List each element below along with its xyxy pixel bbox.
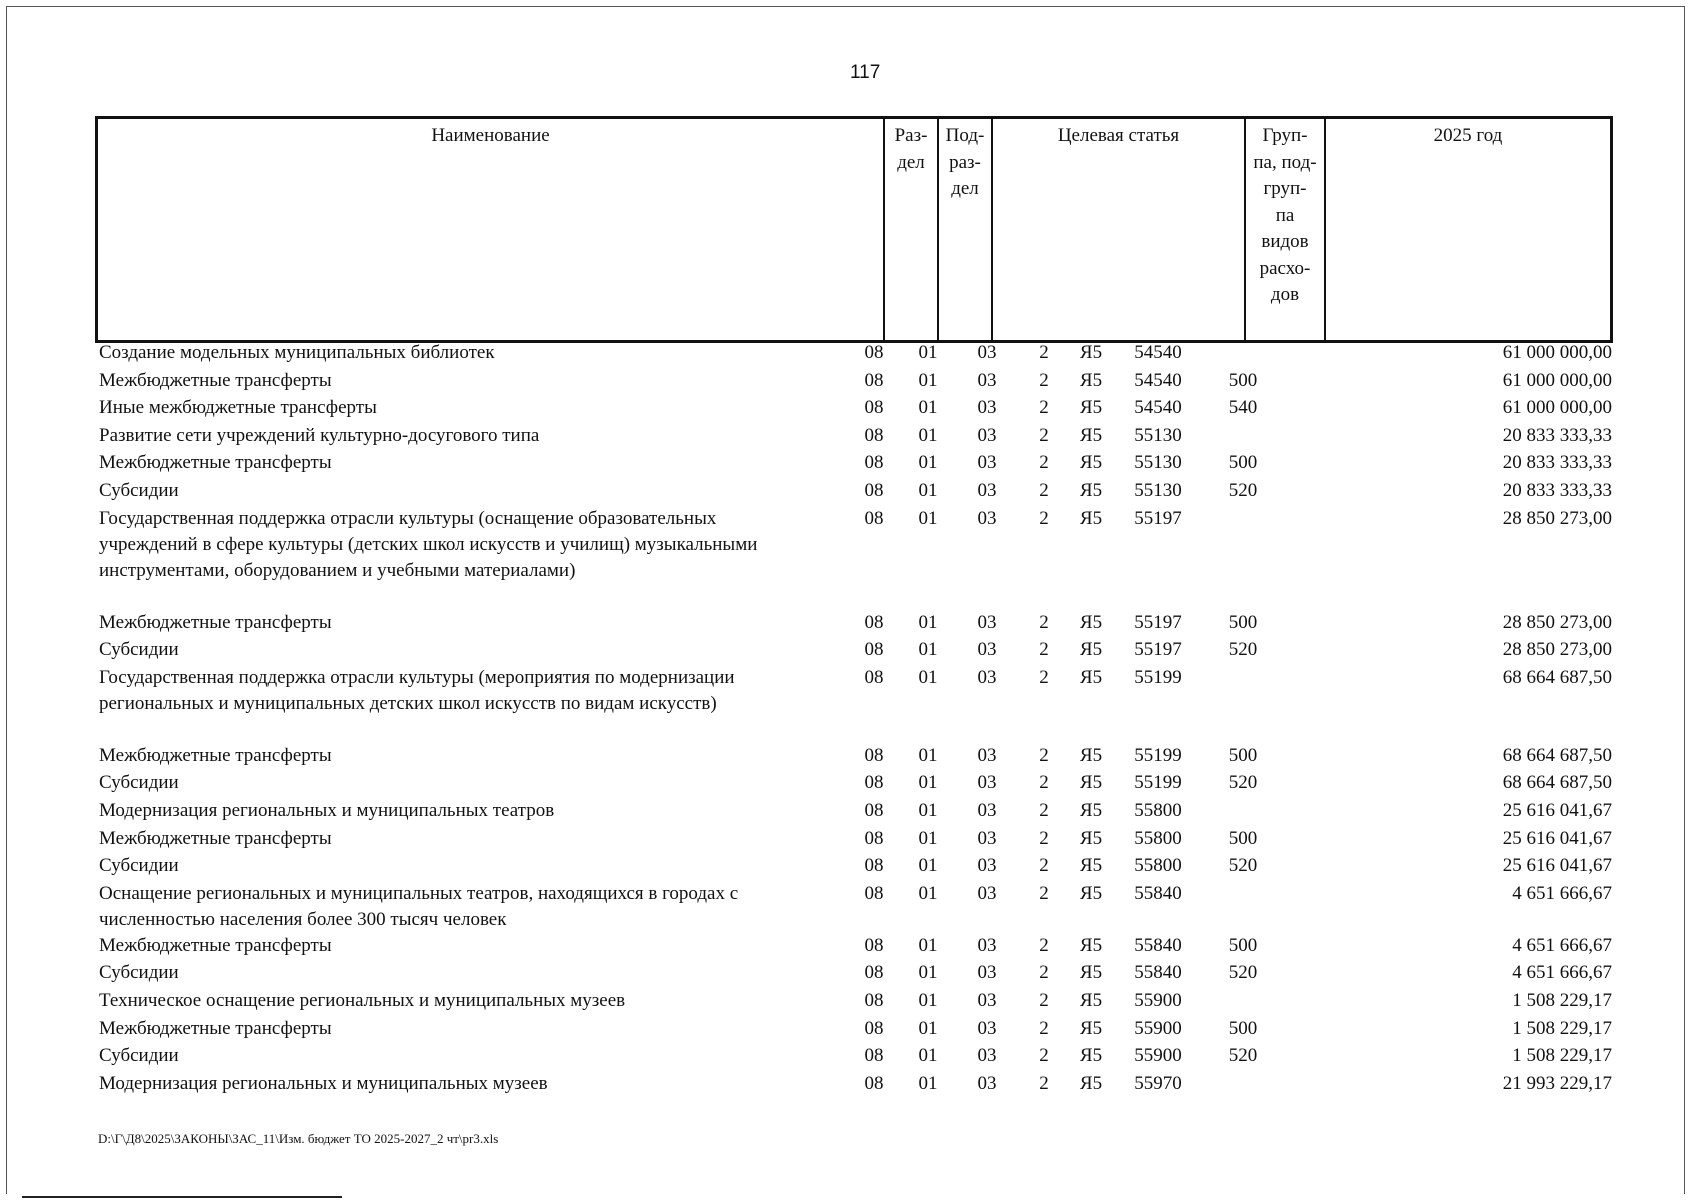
row-target-code: 55199	[1134, 744, 1182, 766]
row-amount: 20 833 333,33	[1502, 424, 1612, 446]
table-row	[99, 826, 1614, 854]
row-target-project: Я5	[1079, 397, 1103, 419]
row-section: 08	[864, 452, 884, 474]
row-target-program: 03	[977, 799, 997, 821]
row-subsection: 01	[918, 397, 938, 419]
row-target-subprogram: 2	[1039, 342, 1049, 363]
row-target-program: 03	[977, 827, 997, 849]
row-section: 08	[864, 962, 884, 984]
row-target-subprogram: 2	[1039, 962, 1049, 984]
row-target-code: 54540	[1134, 397, 1182, 419]
table-row	[99, 423, 1614, 451]
row-subsection: 01	[918, 882, 938, 904]
table-header	[95, 116, 1613, 343]
row-amount: 25 616 041,67	[1502, 855, 1612, 877]
row-target-subprogram: 2	[1039, 744, 1049, 766]
row-section: 08	[864, 744, 884, 766]
row-amount: 1 508 229,17	[1512, 1017, 1612, 1039]
row-section: 08	[864, 1017, 884, 1039]
row-expense-group: 500	[1228, 611, 1258, 633]
row-expense-group	[1203, 665, 1283, 717]
row-target-project: Я5	[1079, 666, 1103, 688]
row-expense-group	[1203, 988, 1283, 1016]
row-target-program: 03	[977, 1017, 997, 1039]
row-target-subprogram: 2	[1039, 989, 1049, 1011]
table-row	[99, 610, 1614, 638]
table-row	[99, 340, 1614, 368]
row-amount: 28 850 273,00	[1502, 611, 1612, 633]
header-section: Раз- дел	[885, 119, 939, 340]
table-body	[99, 340, 1614, 1098]
row-amount: 28 850 273,00	[1502, 507, 1612, 529]
row-name: Оснащение региональных и муниципальных театров, находящихся в городах с численностью населения более 300 тысяч человек	[99, 882, 739, 930]
row-section: 08	[864, 989, 884, 1011]
row-name: Модернизация региональных и муниципальных театров	[99, 799, 555, 821]
row-expense-group: 500	[1228, 369, 1258, 391]
row-amount: 61 000 000,00	[1502, 342, 1612, 363]
row-target-subprogram: 2	[1039, 507, 1049, 529]
row-section: 08	[864, 639, 884, 661]
header-name: Наименование	[98, 119, 885, 340]
row-target-code: 55970	[1134, 1072, 1182, 1094]
row-target-project: Я5	[1079, 342, 1103, 363]
row-target-program: 03	[977, 962, 997, 984]
row-target-subprogram: 2	[1039, 1045, 1049, 1067]
header-target-article: Целевая статья	[993, 119, 1246, 340]
row-target-project: Я5	[1079, 1017, 1103, 1039]
row-amount: 4 651 666,67	[1512, 882, 1612, 904]
row-target-project: Я5	[1079, 424, 1103, 446]
row-target-subprogram: 2	[1039, 827, 1049, 849]
row-target-program: 03	[977, 639, 997, 661]
row-subsection: 01	[918, 1045, 938, 1067]
row-target-program: 03	[977, 1072, 997, 1094]
row-amount: 68 664 687,50	[1502, 772, 1612, 794]
row-amount: 1 508 229,17	[1512, 1045, 1612, 1067]
row-target-subprogram: 2	[1039, 369, 1049, 391]
row-subsection: 01	[918, 424, 938, 446]
row-section: 08	[864, 424, 884, 446]
row-target-subprogram: 2	[1039, 799, 1049, 821]
row-target-code: 55199	[1134, 666, 1182, 688]
table-row	[99, 637, 1614, 665]
row-target-subprogram: 2	[1039, 772, 1049, 794]
row-target-program: 03	[977, 611, 997, 633]
table-row	[99, 450, 1614, 478]
row-name: Межбюджетные трансферты	[99, 611, 332, 633]
row-name: Развитие сети учреждений культурно-досугового типа	[99, 424, 540, 446]
table-row	[99, 853, 1614, 881]
row-target-code: 55800	[1134, 855, 1182, 877]
row-target-program: 03	[977, 452, 997, 474]
row-expense-group: 500	[1228, 1017, 1258, 1039]
header-subsection: Под- раз- дел	[939, 119, 993, 340]
row-amount: 25 616 041,67	[1502, 799, 1612, 821]
row-target-project: Я5	[1079, 962, 1103, 984]
row-target-project: Я5	[1079, 989, 1103, 1011]
row-target-program: 03	[977, 666, 997, 688]
row-target-program: 03	[977, 424, 997, 446]
row-subsection: 01	[918, 342, 938, 363]
row-name: Межбюджетные трансферты	[99, 934, 332, 956]
row-target-code: 55197	[1134, 639, 1182, 661]
row-name: Субсидии	[99, 479, 179, 501]
row-target-subprogram: 2	[1039, 479, 1049, 501]
row-target-code: 55130	[1134, 479, 1182, 501]
row-target-program: 03	[977, 744, 997, 766]
row-target-project: Я5	[1079, 369, 1103, 391]
row-section: 08	[864, 827, 884, 849]
row-subsection: 01	[918, 1072, 938, 1094]
table-row	[99, 770, 1614, 798]
row-expense-group	[1203, 881, 1283, 933]
row-target-code: 55800	[1134, 827, 1182, 849]
row-expense-group: 540	[1228, 397, 1258, 419]
table-row	[99, 798, 1614, 826]
row-subsection: 01	[918, 989, 938, 1011]
row-amount: 68 664 687,50	[1502, 744, 1612, 766]
row-section: 08	[864, 342, 884, 363]
table-row	[99, 665, 1614, 717]
footer-file-path: D:\Г\Д8\2025\ЗАКОНЫ\ЗАС_11\Изм. бюджет ТО 2025-2027_2 чт\pr3.xls	[98, 1131, 499, 1146]
row-target-code: 55840	[1134, 882, 1182, 904]
row-subsection: 01	[918, 666, 938, 688]
row-section: 08	[864, 397, 884, 419]
table-row	[99, 1071, 1614, 1099]
row-subsection: 01	[918, 934, 938, 956]
row-name: Государственная поддержка отрасли культуры (мероприятия по модернизации региональных и муниципальных детских школ искусств по видам искусств)	[99, 666, 735, 714]
row-expense-group	[1203, 340, 1283, 368]
row-subsection: 01	[918, 507, 938, 529]
row-section: 08	[864, 1072, 884, 1094]
table-row	[99, 933, 1614, 961]
row-expense-group	[1203, 1071, 1283, 1099]
row-expense-group	[1203, 798, 1283, 826]
row-expense-group: 500	[1228, 934, 1258, 956]
row-section: 08	[864, 611, 884, 633]
row-subsection: 01	[918, 479, 938, 501]
row-target-program: 03	[977, 342, 997, 363]
row-target-code: 55900	[1134, 989, 1182, 1011]
row-target-program: 03	[977, 507, 997, 529]
row-target-project: Я5	[1079, 611, 1103, 633]
row-target-subprogram: 2	[1039, 452, 1049, 474]
table-row	[99, 881, 1614, 933]
row-amount: 61 000 000,00	[1502, 369, 1612, 391]
row-expense-group	[1203, 423, 1283, 451]
scan-edge-line	[22, 1196, 342, 1198]
row-target-project: Я5	[1079, 772, 1103, 794]
row-subsection: 01	[918, 827, 938, 849]
row-section: 08	[864, 799, 884, 821]
row-target-program: 03	[977, 397, 997, 419]
row-target-project: Я5	[1079, 827, 1103, 849]
row-name: Субсидии	[99, 962, 179, 984]
row-target-code: 55840	[1134, 962, 1182, 984]
row-expense-group	[1203, 506, 1283, 584]
row-target-code: 55840	[1134, 934, 1182, 956]
row-target-code: 55199	[1134, 772, 1182, 794]
row-subsection: 01	[918, 369, 938, 391]
row-subsection: 01	[918, 611, 938, 633]
row-target-project: Я5	[1079, 934, 1103, 956]
row-expense-group: 500	[1228, 452, 1258, 474]
row-target-program: 03	[977, 772, 997, 794]
page-number: 117	[850, 62, 881, 83]
row-name: Межбюджетные трансферты	[99, 744, 332, 766]
row-subsection: 01	[918, 1017, 938, 1039]
row-name: Межбюджетные трансферты	[99, 369, 332, 391]
row-target-code: 55197	[1134, 611, 1182, 633]
row-target-project: Я5	[1079, 744, 1103, 766]
row-target-project: Я5	[1079, 452, 1103, 474]
row-target-program: 03	[977, 855, 997, 877]
row-amount: 4 651 666,67	[1512, 934, 1612, 956]
row-target-code: 55130	[1134, 424, 1182, 446]
row-name: Межбюджетные трансферты	[99, 1017, 332, 1039]
row-name: Техническое оснащение региональных и муниципальных музеев	[99, 989, 626, 1011]
row-section: 08	[864, 882, 884, 904]
row-target-project: Я5	[1079, 479, 1103, 501]
row-name: Иные межбюджетные трансферты	[99, 397, 377, 419]
row-target-subprogram: 2	[1039, 666, 1049, 688]
row-expense-group: 520	[1228, 855, 1258, 877]
row-amount: 1 508 229,17	[1512, 989, 1612, 1011]
table-row	[99, 960, 1614, 988]
row-amount: 25 616 041,67	[1502, 827, 1612, 849]
row-target-code: 55130	[1134, 452, 1182, 474]
table-row	[99, 743, 1614, 771]
row-target-code: 55900	[1134, 1017, 1182, 1039]
row-target-code: 55900	[1134, 1045, 1182, 1067]
row-name: Межбюджетные трансферты	[99, 452, 332, 474]
row-target-subprogram: 2	[1039, 397, 1049, 419]
row-name: Модернизация региональных и муниципальных музеев	[99, 1072, 548, 1094]
row-amount: 20 833 333,33	[1502, 452, 1612, 474]
row-amount: 61 000 000,00	[1502, 397, 1612, 419]
table-row	[99, 1016, 1614, 1044]
row-target-subprogram: 2	[1039, 1072, 1049, 1094]
row-target-code: 55197	[1134, 507, 1182, 529]
table-row	[99, 478, 1614, 506]
table-row	[99, 368, 1614, 396]
row-subsection: 01	[918, 962, 938, 984]
row-target-subprogram: 2	[1039, 934, 1049, 956]
row-target-subprogram: 2	[1039, 611, 1049, 633]
row-subsection: 01	[918, 855, 938, 877]
row-target-project: Я5	[1079, 1072, 1103, 1094]
row-expense-group: 500	[1228, 827, 1258, 849]
row-amount: 28 850 273,00	[1502, 639, 1612, 661]
table-row	[99, 395, 1614, 423]
row-target-project: Я5	[1079, 639, 1103, 661]
row-name: Субсидии	[99, 1045, 179, 1067]
header-year: 2025 год	[1433, 125, 1503, 146]
row-target-program: 03	[977, 479, 997, 501]
row-target-subprogram: 2	[1039, 882, 1049, 904]
row-section: 08	[864, 855, 884, 877]
row-target-program: 03	[977, 369, 997, 391]
row-target-program: 03	[977, 882, 997, 904]
row-subsection: 01	[918, 799, 938, 821]
row-amount: 20 833 333,33	[1502, 479, 1612, 501]
row-section: 08	[864, 772, 884, 794]
row-section: 08	[864, 369, 884, 391]
row-section: 08	[864, 1045, 884, 1067]
row-target-subprogram: 2	[1039, 424, 1049, 446]
table-row	[99, 988, 1614, 1016]
row-target-project: Я5	[1079, 799, 1103, 821]
row-target-project: Я5	[1079, 882, 1103, 904]
row-name: Государственная поддержка отрасли культуры (оснащение образовательных учреждений в сфере культуры (детских школ искусств и училищ) музыкальными инструментами, оборудованием и учебными материалами)	[99, 507, 758, 581]
row-expense-group: 520	[1228, 639, 1258, 661]
row-subsection: 01	[918, 639, 938, 661]
row-amount: 68 664 687,50	[1502, 666, 1612, 688]
row-section: 08	[864, 507, 884, 529]
row-target-subprogram: 2	[1039, 855, 1049, 877]
row-target-project: Я5	[1079, 855, 1103, 877]
row-expense-group: 500	[1228, 744, 1258, 766]
row-section: 08	[864, 666, 884, 688]
row-section: 08	[864, 479, 884, 501]
row-amount: 4 651 666,67	[1512, 962, 1612, 984]
row-expense-group: 520	[1228, 962, 1258, 984]
row-name: Межбюджетные трансферты	[99, 827, 332, 849]
row-expense-group: 520	[1228, 772, 1258, 794]
row-name: Создание модельных муниципальных библиотек	[99, 342, 495, 363]
row-name: Субсидии	[99, 855, 179, 877]
row-target-project: Я5	[1079, 1045, 1103, 1067]
row-target-code: 55800	[1134, 799, 1182, 821]
row-target-code: 54540	[1134, 342, 1182, 363]
row-amount: 21 993 229,17	[1502, 1072, 1612, 1094]
row-expense-group: 520	[1228, 479, 1258, 501]
row-subsection: 01	[918, 772, 938, 794]
table-row	[99, 1043, 1614, 1071]
row-target-code: 54540	[1134, 369, 1182, 391]
row-expense-group: 520	[1228, 1045, 1258, 1067]
row-subsection: 01	[918, 452, 938, 474]
row-subsection: 01	[918, 744, 938, 766]
row-target-program: 03	[977, 1045, 997, 1067]
table-row	[99, 506, 1614, 584]
row-name: Субсидии	[99, 639, 179, 661]
row-section: 08	[864, 934, 884, 956]
row-target-program: 03	[977, 989, 997, 1011]
header-expense-group: Груп- па, под- груп- па видов расхо- дов	[1246, 119, 1326, 340]
row-target-program: 03	[977, 934, 997, 956]
row-name: Субсидии	[99, 772, 179, 794]
row-target-subprogram: 2	[1039, 1017, 1049, 1039]
row-target-subprogram: 2	[1039, 639, 1049, 661]
row-target-project: Я5	[1079, 507, 1103, 529]
